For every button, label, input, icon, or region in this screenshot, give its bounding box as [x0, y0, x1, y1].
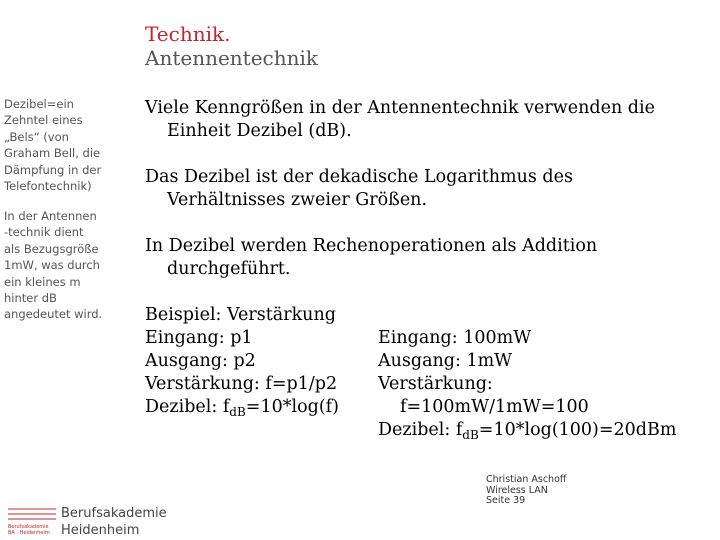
paragraph-line: In Dezibel werden Rechenoperationen als Addition	[145, 236, 598, 256]
paragraph-kenngroessen	[145, 97, 655, 143]
school-logo-text: Berufsakademie BA · Heidenheim	[8, 524, 50, 536]
side-note-line: angedeutet wird.	[4, 307, 103, 322]
example-formula-column	[145, 304, 339, 419]
example-output-value: Ausgang: 1mW	[378, 351, 513, 371]
footer-meta	[486, 475, 566, 507]
paragraph-line: Verhältnisses zweier Größen.	[167, 190, 428, 210]
school-logo-icon	[8, 506, 56, 522]
decibel-subscript: dB	[462, 428, 479, 442]
side-note-line: Dämpfung in der	[4, 162, 102, 177]
paragraph-line: Viele Kenngrößen in der Antennentechnik verwenden die	[145, 98, 655, 118]
side-note-line: Graham Bell, die	[4, 146, 101, 161]
paragraph-addition	[145, 235, 597, 281]
example-input-value: Eingang: 100mW	[378, 328, 532, 348]
side-note-line: Zehntel eines	[4, 113, 83, 128]
example-output: Ausgang: p2	[145, 351, 256, 371]
example-heading: Beispiel: Verstärkung	[145, 305, 336, 325]
side-note-line: -technik dient	[4, 225, 84, 240]
side-note-line: als Bezugsgröße	[4, 241, 99, 256]
example-decibel-value	[378, 419, 676, 442]
school-city: Heidenheim	[61, 523, 140, 538]
paragraph-line: Das Dezibel ist der dekadische Logarithmus des	[145, 167, 573, 187]
decibel-result: =10*log(100)=20dBm	[478, 420, 677, 440]
page-number: Seite 39	[486, 495, 526, 506]
side-note-line: In der Antennen	[4, 209, 97, 223]
paragraph-line: durchgeführt.	[167, 259, 291, 279]
school-name: Berufsakademie	[61, 506, 167, 521]
author-name: Christian Aschoff	[486, 474, 567, 485]
decibel-prefix: Dezibel: f	[378, 420, 463, 440]
side-note-reference	[4, 208, 136, 323]
paragraph-line: Einheit Dezibel (dB).	[167, 121, 352, 141]
course-name: Wireless LAN	[486, 484, 548, 496]
side-note-line: 1mW, was durch	[4, 258, 100, 273]
example-decibel	[145, 396, 339, 419]
slide-subtitle: Antennentechnik	[145, 46, 319, 70]
decibel-subscript: dB	[229, 405, 246, 419]
example-gain-label: Verstärkung:	[378, 374, 493, 394]
decibel-formula: =10*log(f)	[245, 397, 339, 417]
slide-title: Technik.	[145, 22, 231, 46]
decibel-prefix: Dezibel: f	[145, 397, 230, 417]
side-note-line: Telefontechnik)	[4, 179, 92, 194]
example-values-column	[378, 327, 676, 442]
school-logo	[8, 506, 56, 536]
example-gain-value: f=100mW/1mW=100	[400, 397, 589, 417]
side-note-line: hinter dB	[4, 291, 57, 306]
side-note-line: „Bels“ (von	[4, 129, 69, 144]
side-note-dezibel	[4, 96, 136, 194]
footer-school	[61, 505, 167, 539]
side-note-line: Dezibel=ein	[4, 97, 74, 111]
example-gain: Verstärkung: f=p1/p2	[145, 374, 338, 394]
example-input: Eingang: p1	[145, 328, 253, 348]
side-note-line: ein kleines m	[4, 274, 81, 289]
paragraph-logarithmus	[145, 166, 573, 212]
